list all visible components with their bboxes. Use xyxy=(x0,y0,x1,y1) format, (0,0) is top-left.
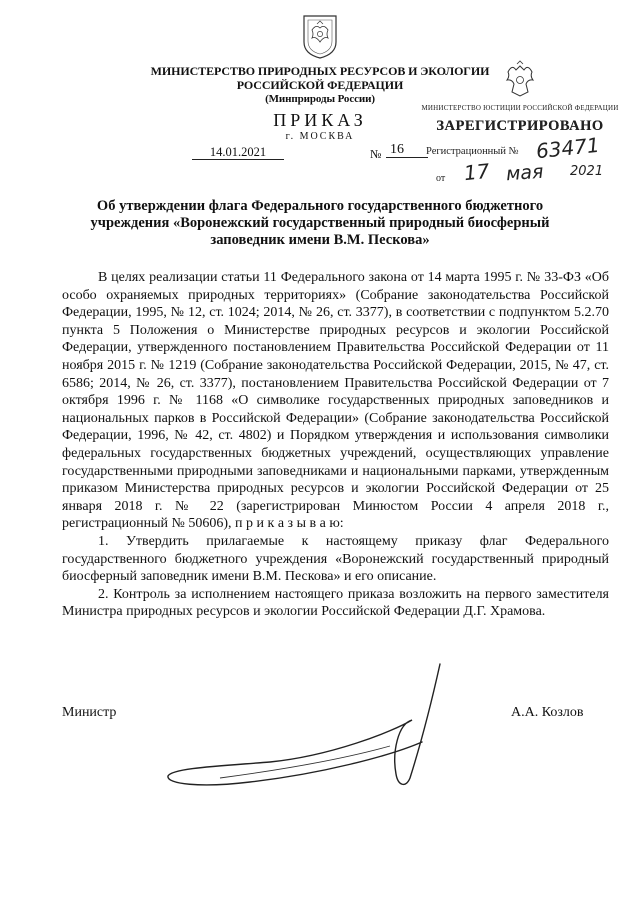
stamp-month: мая xyxy=(505,160,545,186)
coat-of-arms-icon xyxy=(300,12,340,60)
body-paragraph-preamble: В целях реализации статьи 11 Федерального закона от 14 марта 1995 г. № 33-ФЗ «Об особо охраняемых природных территориях» (Собрание законодательства Российской Федерации, 1995, № 12, ст. 1024; 2014, № 26, ст. 3377), в соответствии с подпунктом 5.2.70 пункта 5 Положения о Министерстве природных ресурсов и экологии Российской Федерации, утвержденного постановлением Правительства Российской Федерации от 11 ноября 2015 г. № 1219 (Собрание законодательства Российской Федерации, 2015, № 47, ст. 6586; 2014, № 26, ст. 3377), постановлением Правительства Российской Федерации от 7 октября 1996 г. № 1168 «О символике государственных природных заповедников и национальных парков в Российской Федерации» (Собрание законодательства Российской Федерации, 1996, № 42, ст. 4802) и Порядком утверждения и использования символики федеральных государственных бюджетных учреждений, осуществляющих управление государственными природными заповедниками и национальными парками, утвержденным приказом Министерства природных ресурсов и экологии Российской Федерации от 25 января 2018 г. № 22 (зарегистрирован Минюстом России 4 апреля 2018 г., регистрационный № 50606), п р и к а з ы в а ю: xyxy=(62,270,609,532)
document-type: ПРИКАЗ xyxy=(273,110,367,130)
document-date: 14.01.2021 xyxy=(192,145,284,160)
stamp-registration-number: 63471 xyxy=(534,132,601,164)
body-paragraph-item-2: 2. Контроль за исполнением настоящего приказа возложить на первого заместителя Министра природных ресурсов и экологии Российской Федерации Д.Г. Храмова. xyxy=(62,586,609,620)
ministry-name-line2: РОССИЙСКОЙ ФЕДЕРАЦИИ xyxy=(236,78,404,92)
handwritten-signature xyxy=(160,660,460,795)
document-city: г. МОСКВА xyxy=(285,131,355,142)
document-number-label: № xyxy=(370,147,382,161)
document-title: Об утверждении флага Федерального государственного бюджетного учреждения «Воронежский государственный природный биосферный заповедник имени В.М. Пескова» xyxy=(90,198,550,248)
signatory-name: А.А. Козлов xyxy=(511,705,584,720)
registration-stamp xyxy=(420,60,620,190)
ministry-short-name: (Минприроды России) xyxy=(265,93,375,105)
stamp-status: ЗАРЕГИСТРИРОВАНО xyxy=(436,118,604,134)
body-paragraph-item-1: 1. Утвердить прилагаемые к настоящему приказу флаг Федерального государственного бюджетного учреждения «Воронежский государственный природный биосферный заповедник имени В.М. Пескова» и его описание. xyxy=(62,533,609,585)
double-headed-eagle-icon xyxy=(502,60,538,100)
signatory-role: Министр xyxy=(62,705,117,720)
stamp-number-label: Регистрационный № xyxy=(426,146,519,157)
document-number: 16 xyxy=(386,142,428,158)
stamp-organization: МИНИСТЕРСТВО ЮСТИЦИИ РОССИЙСКОЙ ФЕДЕРАЦИИ xyxy=(421,104,619,112)
stamp-year: 2021 xyxy=(570,164,604,179)
stamp-day: 17 xyxy=(462,158,491,186)
stamp-date-label: от xyxy=(436,173,446,184)
ministry-name-line1: МИНИСТЕРСТВО ПРИРОДНЫХ РЕСУРСОВ И ЭКОЛОГИИ xyxy=(150,64,490,78)
document-body xyxy=(62,269,609,621)
